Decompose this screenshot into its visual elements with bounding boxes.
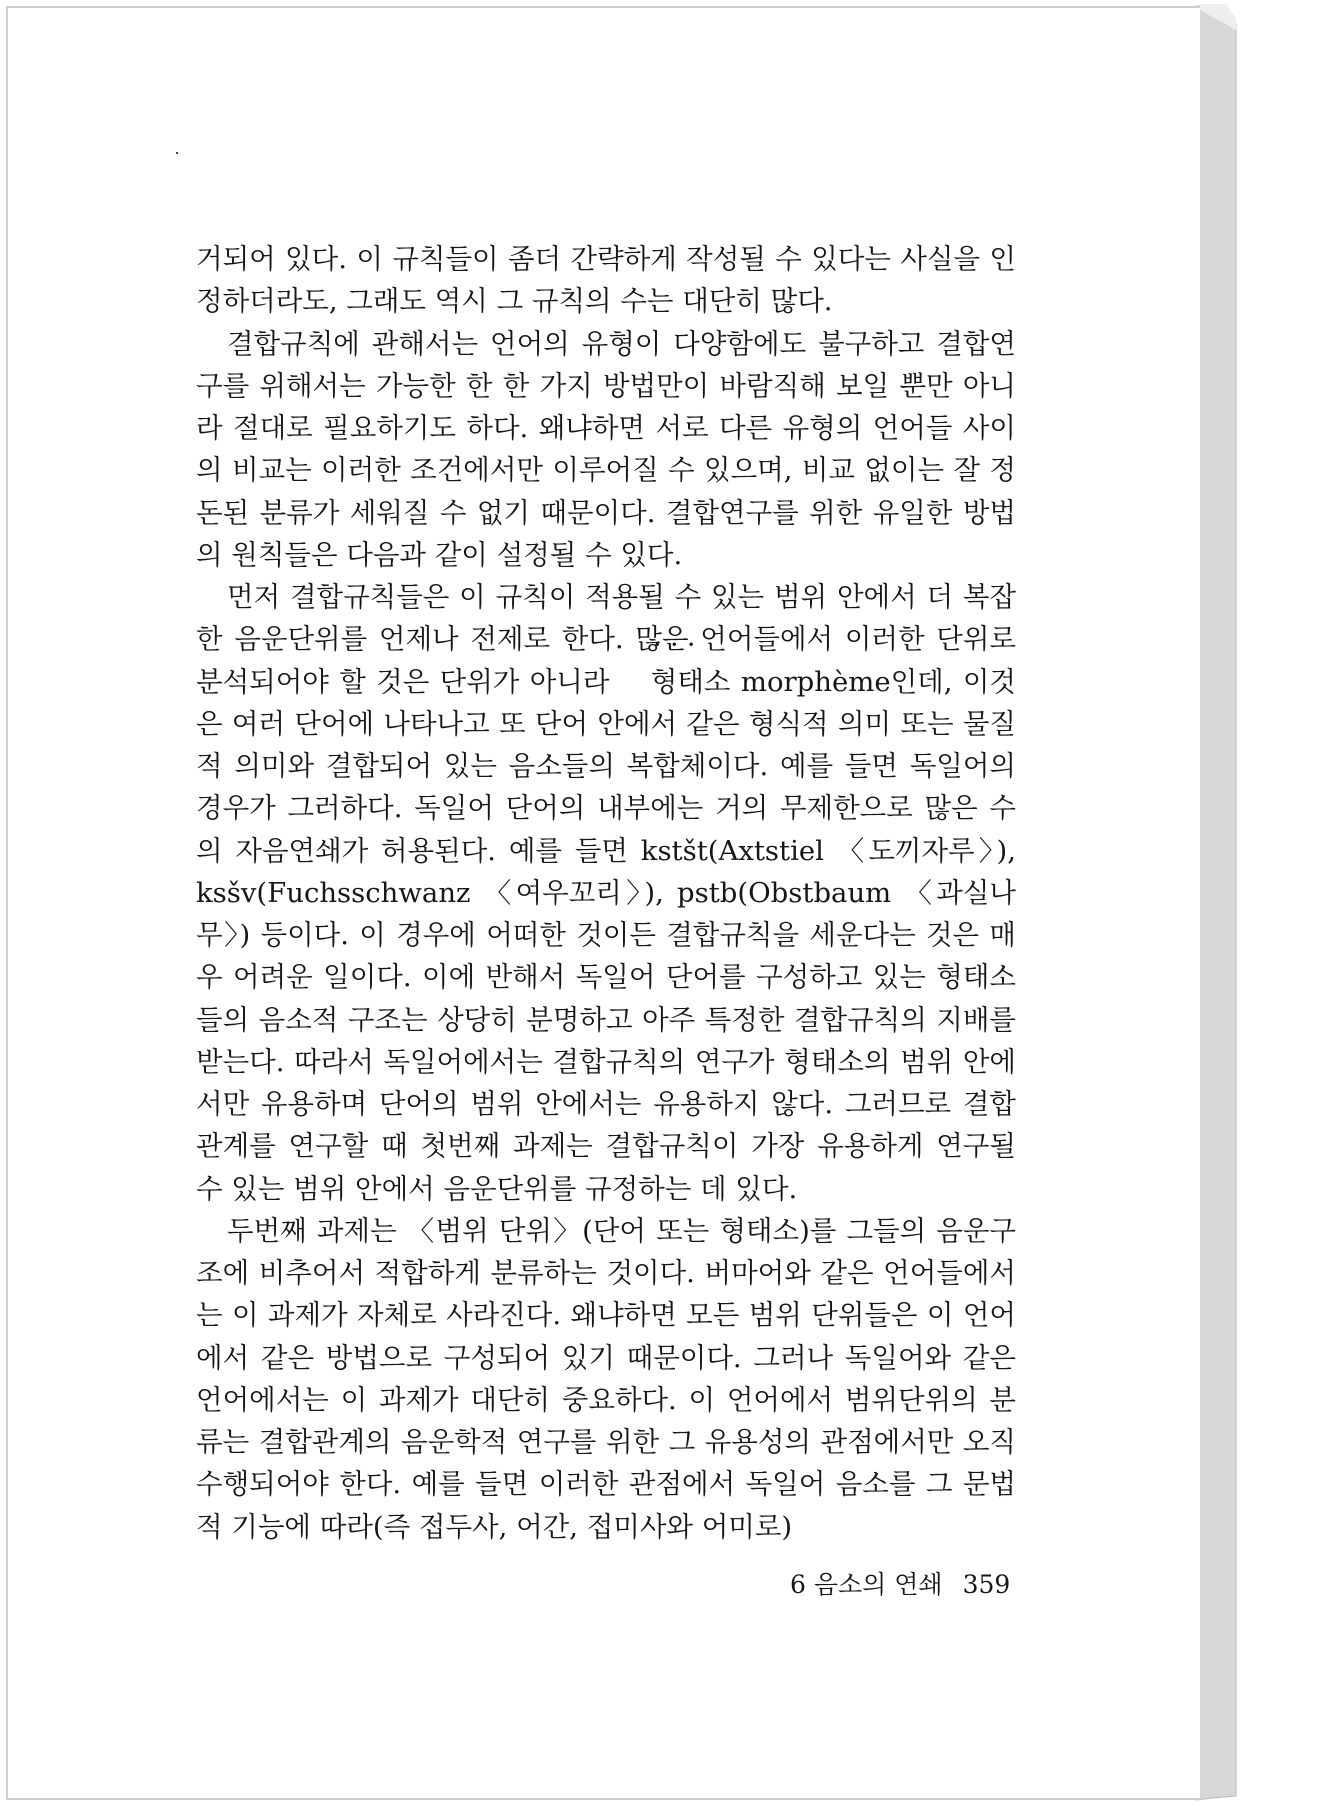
scan-speck (176, 152, 178, 154)
paragraph-1: 거되어 있다. 이 규칙들이 좀더 간략하게 작성될 수 있다는 사실을 인정하더라도, 그래도 역시 그 규칙의 수는 대단히 많다. (196, 243, 1016, 318)
paragraph-2: 결합규칙에 관해서는 언어의 유형이 다양함에도 불구하고 결합연구를 위해서는 가능한 한 한 가지 방법만이 바람직해 보일 뿐만 아니라 절대로 필요하기도 하다. 왜냐하면 서로 다른 유형의 언어들 사이의 비교는 이러한 조건에서만 이루어질 수 있으며, 비교 없이는 잘 정돈된 분류가 세워질 수 없기 때문이다. 결합연구를 위한 유일한 방법의 원칙들은 다음과 같이 설정될 수 있다. (196, 327, 1016, 571)
paragraph-3 (196, 576, 1016, 1210)
paragraph-4: 두번째 과제는 〈범위 단위〉(단어 또는 형태소)를 그들의 음운구조에 비추어서 적합하게 분류하는 것이다. 버마어와 같은 언어들에서는 이 과제가 자체로 사라진다. 왜냐하면 모든 범위 단위들은 이 언어에서 같은 방법으로 구성되어 있기 때문이다. 그러나 독일어와 같은 언어에서는 이 과제가 대단히 중요하다. 이 언어에서 범위단위의 분류는 결합관계의 음운학적 연구를 위한 그 유용성의 관점에서만 오직 수행되어야 한다. 예를 들면 이러한 관점에서 독일어 음소를 그 문법적 기능에 따라(즉 접두사, 어간, 접미사와 어미로) (196, 1214, 1016, 1543)
paragraph-3-text-after: morphème인데, 이것은 여러 단어에 나타나고 또 단어 안에서 같은 형식적 의미 또는 물질적 의미와 결합되어 있는 음소들의 복합체이다. 예를 들면 독일어의 경우가 그러하다. 독일어 단어의 내부에는 거의 무제한으로 많은 수의 자음연쇄가 허용된다. 예를 들면 kstšt(Axtstiel 〈도끼자루〉), ksšv(Fuchsschwanz 〈여우꼬리〉), pstb(Obstbaum 〈과실나무〉) 등이다. 이 경우에 어떠한 것이든 결합규칙을 세운다는 것은 매우 어려운 일이다. 이에 반해서 독일어 단어를 구성하고 있는 형태소들의 음소적 구조는 상당히 분명하고 아주 특정한 결합규칙의 지배를 받는다. 따라서 독일어에서는 결합규칙의 연구가 형태소의 범위 안에서만 유용하며 단어의 범위 안에서는 유용하지 않다. 그러므로 결합관계를 연구할 때 첫번째 과제는 결합규칙이 가장 유용하게 연구될 수 있는 범위 안에서 음운단위를 규정하는 데 있다. (196, 665, 1016, 1205)
emphasized-term: • • • 형태소 (620, 661, 731, 703)
paragraph-3-text-before: 먼저 결합규칙들은 이 규칙이 적용될 수 있는 범위 안에서 더 복잡한 음운단위를 언제나 전제로 한다. 많은 언어들에서 이러한 단위로 분석되어야 할 것은 단위가 아니라 (196, 581, 1016, 698)
running-footer-chapter: 6 음소의 연쇄 (790, 1570, 943, 1599)
page-number: 359 (962, 1570, 1011, 1599)
body-text (196, 238, 1016, 1548)
page-footer (790, 1565, 1010, 1601)
